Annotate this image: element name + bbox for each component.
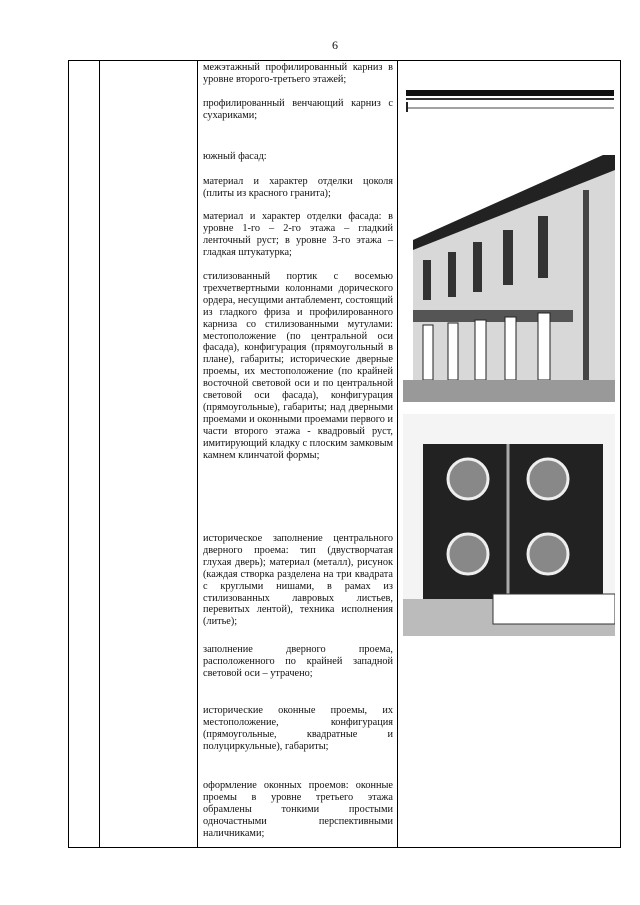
column-divider: [68, 60, 69, 848]
south-facade-photo: [403, 150, 615, 402]
column-divider: [197, 60, 198, 848]
paragraph: стилизованный портик с восемью трехчетвертными колоннами дорического ордера, несущими антаблемент, состоящий из гладкого фриза и профилированного карниза со стилизованными мутулами: местоположение (по центральной оси фасада), конфигурация (прямоугольный в плане), габариты; исторические дверные проемы, их местоположение (по крайней восточной световой оси и по центральной световой оси фасада), конфигурация (прямоугольные), габариты; над дверными проемами и оконными проемами первого и части второго этажа - квадровый руст, имитирующий кладку с плоским замковым камнем клинчатой формы;: [203, 271, 394, 461]
paragraph: материал и характер отделки фасада: в уровне 1-го – 2-го этажа – гладкий ленточный руст; в уровне 3-го этажа – гладкая штукатурка;: [203, 211, 393, 258]
paragraph: историческое заполнение центрального дверного проема: тип (двустворчатая глухая дверь); материал (металл), рисунок (каждая створка разделена на три квадрата с круглыми нишами, в рамах из стилизованных лавровых листьев, перевитых лентой), техника исполнения (литье);: [203, 533, 393, 628]
column-divider: [620, 60, 621, 848]
page-number: 6: [332, 38, 338, 52]
paragraph: профилированный венчающий карниз с сухариками;: [203, 98, 393, 121]
paragraph: оформление оконных проемов: оконные проемы в уровне третьего этажа обрамлены тонкими простыми одночастными перспективными наличниками;: [203, 780, 393, 839]
paragraph: заполнение дверного проема, расположенного по крайней западной световой оси – утрачено;: [203, 644, 393, 679]
paragraph: межэтажный профилированный карниз в уровне второго-третьего этажей;: [203, 62, 393, 85]
paragraph: материал и характер отделки цоколя (плиты из красного гранита);: [203, 176, 393, 199]
paragraph: исторические оконные проемы, их местоположение, конфигурация (прямоугольные, квадратные и полуциркульные), габариты;: [203, 705, 393, 752]
door-photo: [403, 414, 615, 636]
paragraph: южный фасад:: [203, 151, 267, 162]
column-divider: [99, 60, 100, 848]
table-bottom-border: [68, 847, 620, 848]
table-top-border: [68, 60, 620, 61]
cornice-photo: [402, 80, 616, 120]
column-divider: [397, 60, 398, 848]
